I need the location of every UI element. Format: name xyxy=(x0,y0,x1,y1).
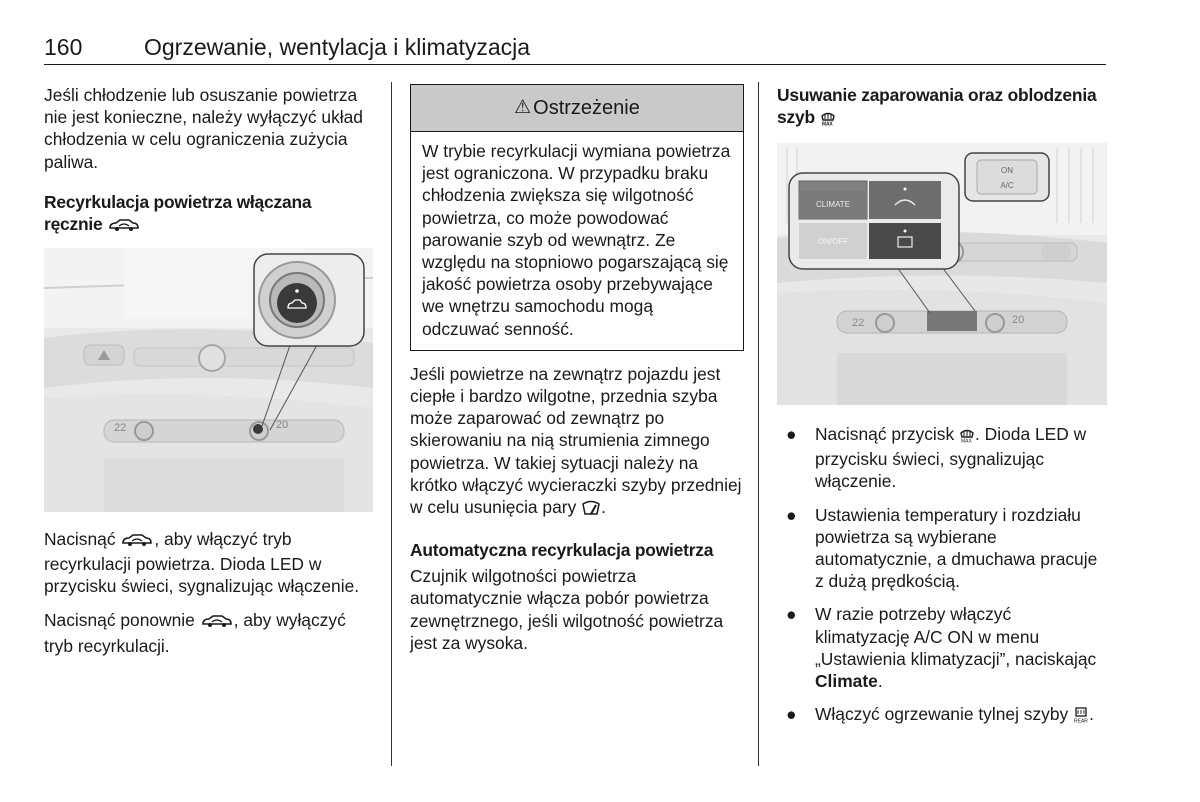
column-middle xyxy=(410,84,745,666)
svg-text:20: 20 xyxy=(1012,314,1025,326)
wiper-icon xyxy=(581,499,601,521)
svg-text:REAR: REAR xyxy=(1074,718,1088,724)
column-divider xyxy=(758,82,759,766)
svg-text:CLIMATE: CLIMATE xyxy=(815,200,851,209)
recirculation-car-icon xyxy=(107,216,141,238)
warning-text: W trybie recyrkulacji wymiana powietrza jest ograniczona. W przypadku braku chłodzenia zwiększa się wilgotność powietrza, co może powodować parowanie szyb od wewnątrz. Ze względu na stopniowo pogarszającą się jakość powietrza osoby przebywające we wnętrzu samochodu mogą odczuwać senność. xyxy=(422,141,731,339)
section-heading-auto-recirculation: Automatyczna recyrkulacja powietrza xyxy=(410,540,714,561)
svg-text:20: 20 xyxy=(276,418,289,431)
column-divider xyxy=(391,82,392,766)
page-number: 160 xyxy=(44,34,83,60)
list-item: ● W razie potrzeby włączyć klimatyzację A/C ON w menu „Ustawienia klimatyzacji”, naciskając Climate. xyxy=(786,604,1097,692)
warning-box xyxy=(410,84,744,351)
auto-recirc-paragraph: Czujnik wilgotności powietrza automatycznie włącza pobór powietrza zewnętrznego, jeśli wilgotność powietrza jest za wysoka. xyxy=(410,566,724,653)
recirculation-car-icon xyxy=(120,531,154,553)
bullet: ● xyxy=(786,704,797,725)
svg-text:MAX: MAX xyxy=(961,438,972,443)
intro-paragraph: Jeśli chłodzenie lub osuszanie powietrza nie jest konieczne, należy wyłączyć układ chłodzenia w celu ograniczenia zużycia paliwa. xyxy=(44,85,363,172)
page-title: Ogrzewanie, wentylacja i klimatyzacja xyxy=(144,34,531,60)
humid-air-paragraph: Jeśli powietrze na zewnątrz pojazdu jest ciepłe i bardzo wilgotne, przednia szyba może zaparować od zewnątrz po skierowaniu na nią strumienia zimnego powietrza. W takiej sytuacji należy na krótko włączyć wycieraczki szyby przedniej w celu usunięcia pary . xyxy=(410,363,745,521)
bullet: ● xyxy=(786,604,797,625)
recirculation-button-illustration xyxy=(44,248,373,512)
svg-text:MAX: MAX xyxy=(821,121,833,126)
section-heading-defrost: Usuwanie zaparowania oraz oblodzenia szyb MAX xyxy=(777,84,1107,131)
svg-text:22: 22 xyxy=(852,317,865,329)
recirculation-car-icon xyxy=(200,612,234,634)
svg-text:ON: ON xyxy=(1001,166,1013,175)
rear-defrost-icon xyxy=(1073,706,1089,728)
svg-text:22: 22 xyxy=(114,421,127,434)
defrost-steps-list xyxy=(777,423,1107,728)
defrost-button-illustration xyxy=(777,143,1107,405)
svg-text:ON/OFF: ON/OFF xyxy=(817,237,849,246)
bullet: ● xyxy=(786,424,797,444)
defrost-max-icon xyxy=(959,426,975,448)
warning-triangle-icon: ⚠ xyxy=(514,96,532,118)
defrost-max-icon xyxy=(820,109,836,131)
page-header xyxy=(44,32,1106,65)
list-item: ● Ustawienia temperatury i rozdziału powietrza są wybierane automatycznie, a dmuchawa pracuje z dużą prędkością. xyxy=(786,504,1098,592)
recirc-off-paragraph: Nacisnąć ponownie , aby wyłączyć tryb recyrkulacji. xyxy=(44,610,346,656)
section-heading-recirculation: Recyrkulacja powietrza włączana ręcznie xyxy=(44,191,369,238)
warning-title: Ostrzeżenie xyxy=(533,96,640,119)
list-item: ● Nacisnąć przycisk MAX . Dioda LED w przycisku świeci, sygnalizując włączenie. xyxy=(786,424,1087,492)
svg-text:A/C: A/C xyxy=(1000,181,1014,190)
column-right xyxy=(777,84,1107,739)
recirc-on-paragraph: Nacisnąć , aby włączyć tryb recyrkulacji powietrza. Dioda LED w przycisku świeci, sygnalizując włączenie. xyxy=(44,528,360,597)
list-item: ● Włączyć ogrzewanie tylnej szyby REAR . xyxy=(777,703,1107,728)
column-left xyxy=(44,84,369,669)
warning-header xyxy=(411,85,743,132)
bullet: ● xyxy=(786,504,797,525)
